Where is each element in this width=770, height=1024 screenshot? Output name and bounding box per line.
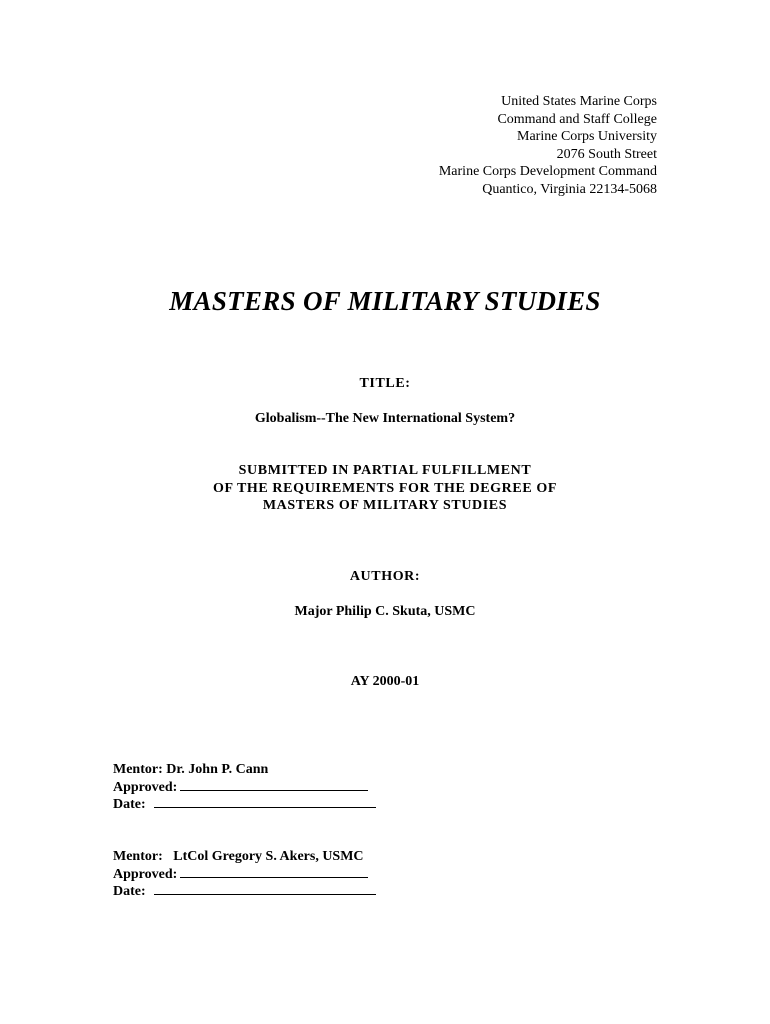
author-label: AUTHOR: <box>349 569 421 584</box>
author-name: Major Philip C. Skuta, USMC <box>294 604 476 619</box>
address-line-1: United States Marine Corps <box>501 94 657 109</box>
address-line-4: 2076 South Street <box>556 146 657 162</box>
mentor-2-approved-row <box>113 866 376 884</box>
mentor-2-date-line[interactable] <box>154 883 376 895</box>
document-title: MASTERS OF MILITARY STUDIES <box>169 286 601 316</box>
mentor-1-approved-label: Approved: <box>113 779 178 795</box>
address-line-3: Marine Corps University <box>517 129 657 145</box>
mentor-1-approved-row <box>113 779 376 797</box>
mentor-1-date-line[interactable] <box>154 796 376 808</box>
academic-year: AY 2000-01 <box>350 674 420 689</box>
submission-statement <box>0 462 770 515</box>
address-line-2: Command and Staff College <box>497 111 657 127</box>
mentor-2-date-label: Date: <box>113 884 146 899</box>
mentor-1-date-row <box>113 796 376 814</box>
mentor-1-name: Mentor: Dr. John P. Cann <box>113 762 269 777</box>
mentor-1-date-label: Date: <box>113 797 146 812</box>
address-line-5: Marine Corps Development Command <box>438 164 657 180</box>
thesis-title: Globalism--The New International System? <box>254 411 516 426</box>
submission-line-1: SUBMITTED IN PARTIAL FULFILLMENT <box>238 463 532 478</box>
mentor-2-date-row <box>113 883 376 901</box>
institution-address <box>439 93 657 199</box>
mentor-1-block <box>113 761 376 814</box>
mentor-1-approved-signature-line[interactable] <box>180 779 368 791</box>
submission-line-3: MASTERS OF MILITARY STUDIES <box>262 498 508 513</box>
mentor-2-approved-label: Approved: <box>113 866 178 882</box>
title-label: TITLE: <box>359 376 411 391</box>
submission-line-2: OF THE REQUIREMENTS FOR THE DEGREE OF <box>213 480 557 496</box>
mentor-2-name: Mentor: LtCol Gregory S. Akers, USMC <box>113 849 364 864</box>
mentor-2-block <box>113 848 376 901</box>
mentor-2-approved-signature-line[interactable] <box>180 866 368 878</box>
address-line-6: Quantico, Virginia 22134-5068 <box>482 181 657 197</box>
